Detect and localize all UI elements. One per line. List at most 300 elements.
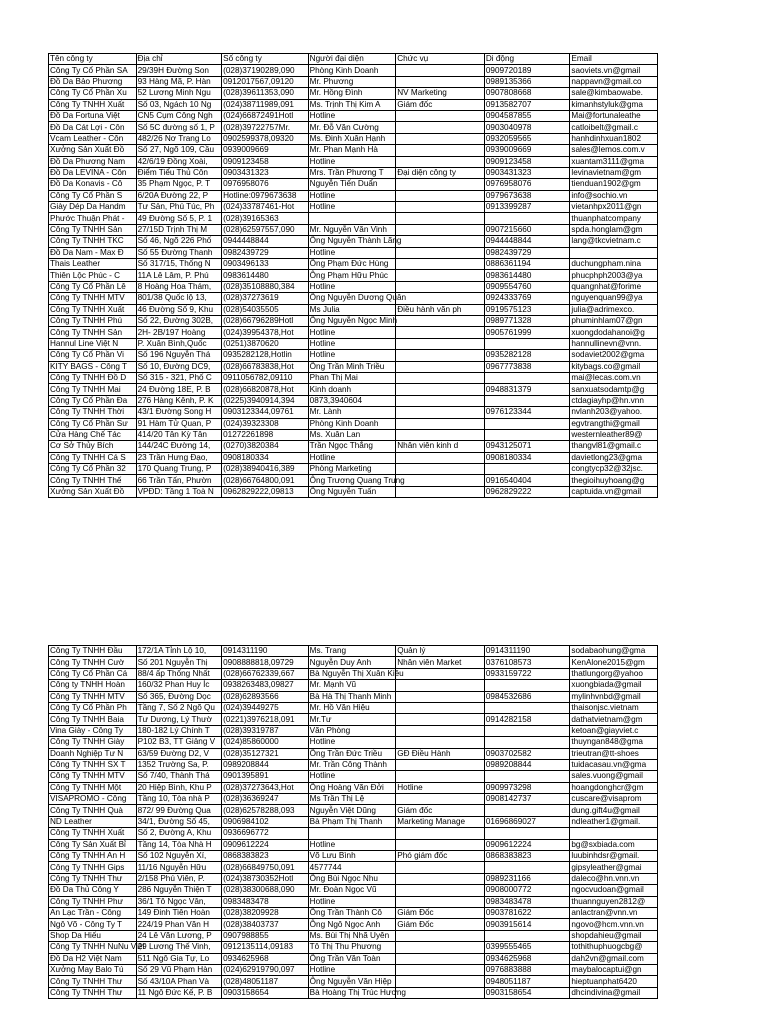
cell-company-phone: (024)39323308	[222, 418, 309, 429]
cell-address: 801/38 Quốc lộ 13,	[136, 293, 222, 304]
cell-representative: Mr.Tư	[308, 714, 396, 725]
table-row	[49, 828, 658, 839]
cell-company-name: Xưởng Sản Xuất Đồ	[49, 145, 137, 156]
cell-address: 35 Phạm Ngọc, P. T	[136, 179, 222, 190]
cell-position	[396, 691, 485, 702]
cell-representative: Phòng Kinh Doanh	[308, 418, 396, 429]
cell-company-name: Công Ty Cổ Phần Sư	[49, 418, 137, 429]
cell-representative: Ms. Đinh Xuân Hạnh	[308, 133, 396, 144]
cell-address: Tư Dương, Lý Thườ	[136, 714, 222, 725]
cell-company-name: Công Ty TNHH MTV	[49, 691, 137, 702]
cell-email: sale@kimbaowabe.	[570, 88, 658, 99]
cell-company-name: Tên công ty	[49, 54, 137, 65]
cell-company-phone: 0868383823	[222, 851, 309, 862]
table-row	[49, 816, 658, 827]
cell-company-name: Công Ty Cổ Phần Đa	[49, 395, 137, 406]
cell-company-name: Đồ Da Nam - Max Đ	[49, 247, 137, 258]
cell-position	[396, 179, 485, 190]
cell-position	[396, 953, 485, 964]
cell-email: mylinhvnbd@gmail	[570, 691, 658, 702]
cell-mobile: 0909720189	[484, 65, 570, 76]
cell-representative: Mr. Mạnh Vũ	[308, 680, 396, 691]
cell-email: vietanhpx2011@gn	[570, 202, 658, 213]
cell-address: P102 B3, TT Giảng V	[136, 737, 222, 748]
cell-email: lang@tkcvietnam.c	[570, 236, 658, 247]
cell-mobile	[484, 828, 570, 839]
cell-company-name: Doanh Nghiệp Tư N	[49, 748, 137, 759]
cell-mobile: 0914311190	[484, 646, 570, 657]
cell-representative: Ông Trần Đức Triều	[308, 748, 396, 759]
cell-mobile: 0904587855	[484, 110, 570, 121]
cell-company-phone: (024)39954378,Hot	[222, 327, 309, 338]
cell-mobile: 0989208844	[484, 759, 570, 770]
cell-address: 224/19 Phan Văn H	[136, 919, 222, 930]
cell-position	[396, 259, 485, 270]
table-row	[49, 691, 658, 702]
cell-position	[396, 759, 485, 770]
cell-position	[396, 429, 485, 440]
cell-representative: Ông Phạm Đức Hùng	[308, 259, 396, 270]
cell-address: Số 317/15, Thống N	[136, 259, 222, 270]
cell-company-name: Công Ty TNHH Thư	[49, 976, 137, 987]
table-row	[49, 737, 658, 748]
cell-email: thuyngan848@gma	[570, 737, 658, 748]
cell-email: ctdagiayhp@hn.vnn	[570, 395, 658, 406]
cell-address: 2/158 Phú Viên, P.	[136, 873, 222, 884]
table-row	[49, 486, 658, 497]
cell-representative: Ms Trần Thị Lệ	[308, 794, 396, 805]
cell-company-name: Ngô Võ - Công Ty T	[49, 919, 137, 930]
table-row	[49, 65, 658, 76]
cell-position	[396, 452, 485, 463]
cell-position	[396, 110, 485, 121]
table-row	[49, 236, 658, 247]
cell-email: thuanphatcompany	[570, 213, 658, 224]
cell-email: mai@lecas.com.vn	[570, 372, 658, 383]
cell-email: kitybags.co@gmail	[570, 361, 658, 372]
cell-address: Số 315 - 321, Phố C	[136, 372, 222, 383]
cell-company-phone: (024)38711989,091	[222, 99, 309, 110]
cell-address: 180-182 Lý Chính T	[136, 725, 222, 736]
cell-position: Điều hành văn ph	[396, 304, 485, 315]
cell-email: bg@sxbiada.com	[570, 839, 658, 850]
cell-company-phone: (028)37273619	[222, 293, 309, 304]
cell-email: gipsyleather@gmai	[570, 862, 658, 873]
cell-company-name: Công Ty TNHH Sản	[49, 224, 137, 235]
cell-address: 511 Ngô Gia Tự, Lo	[136, 953, 222, 964]
cell-address: 149 Đinh Tiên Hoàn	[136, 907, 222, 918]
table-row	[49, 213, 658, 224]
table-row	[49, 145, 658, 156]
cell-position	[396, 828, 485, 839]
cell-company-name: Công Ty TNHH Thư	[49, 873, 137, 884]
cell-company-phone: 0901395891	[222, 771, 309, 782]
cell-company-phone: (028)39611353,090	[222, 88, 309, 99]
cell-mobile: 0967773838	[484, 361, 570, 372]
cell-company-name: Công Ty TNHH Thế	[49, 475, 137, 486]
cell-position	[396, 213, 485, 224]
cell-company-phone: (024)85860000	[222, 737, 309, 748]
table-row	[49, 782, 658, 793]
cell-company-phone: (0251)3870620	[222, 338, 309, 349]
cell-email: thangvl81@gmail.c	[570, 441, 658, 452]
contact-table-top-body	[49, 54, 658, 498]
cell-email: anlactran@vnn.vn	[570, 907, 658, 918]
cell-company-name: Công Ty TNHH Cá S	[49, 452, 137, 463]
cell-company-name: Công Ty TNHH NuNu Việt	[50, 942, 145, 952]
cell-company-name: Shop Da Hiếu	[49, 930, 137, 941]
cell-company-name: An Lạc Trần - Công	[49, 907, 137, 918]
cell-address: 88/4 ấp Thống Nhất	[136, 668, 222, 679]
cell-company-phone: 0934625968	[222, 953, 309, 964]
cell-representative: 0873,3940604	[308, 395, 396, 406]
cell-position	[396, 236, 485, 247]
cell-mobile: 0905761999	[484, 327, 570, 338]
cell-company-name: Công Ty TNHH MTV	[49, 293, 137, 304]
cell-position	[396, 964, 485, 975]
table-row	[49, 680, 658, 691]
cell-company-name: Giày Dép Da Handm	[49, 202, 137, 213]
table-row	[49, 190, 658, 201]
cell-representative: Ông Ngô Ngọc Anh	[308, 919, 396, 930]
table-row	[49, 930, 658, 941]
cell-address: 29/39H Đường Son	[136, 65, 222, 76]
cell-email: nvlanh203@yahoo.	[570, 407, 658, 418]
cell-position	[396, 464, 485, 475]
table-row	[49, 805, 658, 816]
cell-email: quangnhat@forime	[570, 281, 658, 292]
cell-mobile	[484, 771, 570, 782]
cell-representative: 4577744	[308, 862, 396, 873]
cell-company-name: Công Ty Cổ Phần Lê	[49, 281, 137, 292]
table-row	[49, 429, 658, 440]
cell-address: 49 Đường Số 5, P. 1	[136, 213, 222, 224]
cell-mobile: 0903158654	[484, 987, 570, 998]
cell-email: dathatvietnam@gm	[570, 714, 658, 725]
cell-representative: Ms. Xuân Lan	[308, 429, 396, 440]
cell-representative: Phòng Kinh Doanh	[308, 65, 396, 76]
cell-company-phone: 0936696772	[222, 828, 309, 839]
cell-address: 160/32 Phan Huy Íc	[136, 680, 222, 691]
table-row	[49, 657, 658, 668]
cell-address: 93 Hàng Mã, P. Hàn	[136, 76, 222, 87]
cell-company-name: Công Ty TNHH MTV	[49, 771, 137, 782]
table-row	[49, 361, 658, 372]
cell-company-name: Công Ty TNHH Quà	[49, 805, 137, 816]
cell-position: Giám Đốc	[396, 907, 485, 918]
table-row	[49, 395, 658, 406]
cell-company-name: Công Ty Cổ Phần 32	[49, 464, 137, 475]
cell-position	[396, 384, 485, 395]
cell-representative: Hotline	[308, 110, 396, 121]
cell-company-phone: 0982439729	[222, 247, 309, 258]
cell-representative: Mr. Nguyễn Văn Vinh	[308, 224, 396, 235]
cell-mobile	[484, 702, 570, 713]
cell-company-name: Công Ty TNHH Baia	[49, 714, 137, 725]
cell-representative: Mrs. Trần Phương T	[308, 167, 396, 178]
table-row	[49, 896, 658, 907]
cell-position	[396, 771, 485, 782]
cell-email: thatlungorg@yahoo	[570, 668, 658, 679]
cell-company-name: Công Ty TNHH Đồ D	[49, 372, 137, 383]
cell-position	[396, 930, 485, 941]
cell-position	[396, 475, 485, 486]
table-row	[49, 156, 658, 167]
cell-company-name: Công Ty TNHH Phư	[49, 896, 137, 907]
cell-mobile: 0916540404	[484, 475, 570, 486]
cell-company-name: Đồ Da Bảo Phương	[49, 76, 137, 87]
cell-company-name: Vcam Leather - Côn	[49, 133, 137, 144]
table-row	[49, 907, 658, 918]
cell-email: ketoan@giayviet.c	[570, 725, 658, 736]
cell-position	[396, 702, 485, 713]
table-row	[49, 110, 658, 121]
cell-representative: Phòng Marketing	[308, 464, 396, 475]
cell-representative	[308, 213, 396, 224]
cell-company-phone: 0938263483,09827	[222, 680, 309, 691]
cell-address: Số 43/10A Phan Và	[136, 976, 222, 987]
cell-company-name: Công Ty TNHH Mai	[49, 384, 137, 395]
cell-address: 91 Hàm Tử Quan, P	[136, 418, 222, 429]
cell-mobile	[484, 213, 570, 224]
cell-position	[396, 247, 485, 258]
cell-email: egvtrangthi@gmail	[570, 418, 658, 429]
table-row	[49, 475, 658, 486]
cell-address: 1352 Trường Sa, P.	[136, 759, 222, 770]
table-row	[49, 942, 658, 953]
table-row	[49, 714, 658, 725]
cell-company-name: Công Ty Sản Xuất Bỉ	[49, 839, 137, 850]
cell-company-name: Công Ty Cổ Phần Vi	[49, 350, 137, 361]
cell-company-phone: (028)35127321	[222, 748, 309, 759]
cell-company-name: Công Ty TNHH Một	[49, 782, 137, 793]
cell-email	[570, 247, 658, 258]
cell-company-phone: (028)36369247	[222, 794, 309, 805]
cell-mobile	[484, 338, 570, 349]
cell-email: hannullinevn@vnn.	[570, 338, 658, 349]
cell-company-name: Vina Giày - Công Ty	[49, 725, 137, 736]
cell-company-name: Hannul Line Việt N	[49, 338, 137, 349]
cell-email: sanxuatsodamtp@g	[570, 384, 658, 395]
cell-representative: Mr. Trần Công Thành	[308, 759, 396, 770]
cell-company-name: Công Ty TNHH Giày	[49, 737, 137, 748]
cell-company-phone: 0906984102	[222, 816, 309, 827]
cell-mobile: 0979673638	[484, 190, 570, 201]
table-row	[49, 919, 658, 930]
cell-email: tothithuphuogcbg@	[570, 942, 658, 953]
cell-email: Email	[570, 54, 658, 65]
cell-representative: Mr. Phan Mạnh Hà	[308, 145, 396, 156]
cell-email: spda.honglam@gm	[570, 224, 658, 235]
table-row	[49, 702, 658, 713]
cell-company-phone: (024)39449275	[222, 702, 309, 713]
cell-mobile: 0908180334	[484, 452, 570, 463]
cell-address: 2H- 2B/197 Hoàng	[136, 327, 222, 338]
cell-address: 23 Trần Hưng Đạo,	[136, 452, 222, 463]
cell-email: tuidacasau.vn@gma	[570, 759, 658, 770]
cell-address: Số 196 Nguyễn Thá	[136, 350, 222, 361]
cell-representative: Mr. Lành	[308, 407, 396, 418]
cell-company-phone: (024)62919790,097	[222, 964, 309, 975]
cell-mobile	[484, 418, 570, 429]
cell-company-name: Đồ Da Fortuna Việt	[49, 110, 137, 121]
cell-company-phone: (028)66796289Hotl	[222, 315, 309, 326]
table-row	[49, 122, 658, 133]
cell-mobile: 0903781622	[484, 907, 570, 918]
cell-email: hoangdonghcr@gm	[570, 782, 658, 793]
cell-company-phone: (028)38940416,389	[222, 464, 309, 475]
cell-mobile: 0909123458	[484, 156, 570, 167]
cell-address: 11/16 Nguyễn Hữu	[136, 862, 222, 873]
cell-representative: Ông Nguyễn Dương Quân	[309, 293, 407, 303]
cell-company-name: Xưởng Sản Xuất Đồ	[49, 486, 137, 497]
table-row	[49, 794, 658, 805]
cell-address: 170 Quang Trung, P	[136, 464, 222, 475]
cell-representative: Mr. Đoàn Ngọc Vũ	[308, 885, 396, 896]
cell-company-name: Công Ty TNHH TKC	[49, 236, 137, 247]
cell-address: 144/24C Đường 14,	[136, 441, 222, 452]
cell-company-phone: (028)66764800,091	[222, 475, 309, 486]
cell-mobile	[484, 372, 570, 383]
cell-position	[396, 156, 485, 167]
cell-email: sales@lemos.com.v	[570, 145, 658, 156]
cell-position	[396, 418, 485, 429]
cell-representative: Mr. Đỗ Văn Cường	[308, 122, 396, 133]
cell-company-name: Đồ Da Phương Nam	[49, 156, 137, 167]
table-row	[49, 179, 658, 190]
cell-address: 29 Lương Thế Vinh,	[136, 942, 222, 953]
cell-address: 43/1 Đường Song H	[136, 407, 222, 418]
cell-representative: Ông Hoàng Văn Đởi	[308, 782, 396, 793]
cell-email: sales.vuong@gmail	[570, 771, 658, 782]
cell-company-name: Công Ty TNHH Đầu	[49, 646, 137, 657]
cell-company-name: ND Leather	[49, 816, 137, 827]
cell-company-name: Đồ Da Thủ Công Y	[49, 885, 137, 896]
cell-mobile: 0933159722	[484, 668, 570, 679]
cell-representative: Hotline	[308, 771, 396, 782]
cell-position	[396, 680, 485, 691]
cell-position	[396, 133, 485, 144]
cell-mobile: 0989135366	[484, 76, 570, 87]
table-row	[49, 167, 658, 178]
header-row	[49, 54, 658, 65]
cell-address: CN5 Cụm Công Ngh	[136, 110, 222, 121]
cell-position	[396, 794, 485, 805]
cell-position: GĐ Điều Hành	[396, 748, 485, 759]
table-row	[49, 224, 658, 235]
cell-address: Số 03, Ngách 10 Ng	[136, 99, 222, 110]
cell-representative: Kinh doanh	[308, 384, 396, 395]
cell-mobile: 0934625968	[484, 953, 570, 964]
cell-position: Chức vụ	[396, 54, 485, 65]
table-row	[49, 953, 658, 964]
table-row	[49, 839, 658, 850]
cell-company-phone: 0903496133	[222, 259, 309, 270]
cell-address: 24 Lê Văn Lương, P	[136, 930, 222, 941]
cell-company-name: Cơ Sở Thủy Bích	[49, 441, 137, 452]
cell-mobile: 01696869027	[484, 816, 570, 827]
cell-company-name: Công Ty Cổ Phần Ph	[49, 702, 137, 713]
cell-position	[396, 202, 485, 213]
cell-company-phone: (0270)3820384	[222, 441, 309, 452]
table-row	[49, 133, 658, 144]
cell-email: dhcindivina@gmail	[570, 987, 658, 998]
cell-position	[396, 327, 485, 338]
cell-representative: Nguyễn Việt Dũng	[308, 805, 396, 816]
table-row	[49, 293, 658, 304]
cell-position	[396, 395, 485, 406]
table-row	[49, 99, 658, 110]
cell-address: 8 Hoàng Hoa Thám,	[136, 281, 222, 292]
cell-company-name: Công Ty Cổ Phần Cá	[49, 668, 137, 679]
cell-email: phucphph2003@ya	[570, 270, 658, 281]
table-row	[49, 418, 658, 429]
cell-company-phone: (028)35108880,384	[222, 281, 309, 292]
cell-representative: Ms. Trang	[308, 646, 396, 657]
cell-company-name: KITY BAGS - Công T	[49, 361, 137, 372]
cell-mobile	[484, 862, 570, 873]
cell-mobile	[484, 464, 570, 475]
cell-mobile: 0913582707	[484, 99, 570, 110]
cell-representative: Hotline	[308, 839, 396, 850]
cell-position	[396, 725, 485, 736]
cell-email: westernleather89@	[570, 429, 658, 440]
cell-company-name: Xưởng May Balo Tú	[49, 964, 137, 975]
cell-position	[396, 361, 485, 372]
cell-company-name: Công Ty TNHH Cườ	[49, 657, 137, 668]
cell-address: Tư Sản, Phú Túc, Ph	[136, 202, 222, 213]
cell-email: saoviets.vn@gmail	[570, 65, 658, 76]
cell-address: 276 Hàng Kênh, P. K	[136, 395, 222, 406]
cell-representative: Bà Nguyễn Thị Xuân Kiều	[309, 668, 404, 678]
cell-mobile: 0948051187	[484, 976, 570, 987]
cell-mobile: 0914282158	[484, 714, 570, 725]
cell-email: Mai@fortunaleathe	[570, 110, 658, 121]
cell-representative: Hotline	[308, 896, 396, 907]
cell-position	[396, 281, 485, 292]
cell-position	[396, 942, 485, 953]
cell-company-name: Đồ Da Cát Lợi - Côn	[49, 122, 137, 133]
cell-mobile: 0908142737	[484, 794, 570, 805]
cell-address: 286 Nguyễn Thiện T	[136, 885, 222, 896]
cell-company-phone: 0908888818,09729	[222, 657, 309, 668]
cell-company-name: VISAPROMO - Công	[49, 794, 137, 805]
cell-address: P. Xuân Bình,Quốc	[136, 338, 222, 349]
table-row	[49, 202, 658, 213]
cell-mobile	[484, 680, 570, 691]
cell-mobile: 0983483478	[484, 896, 570, 907]
cell-company-phone: (0225)3940914,394	[222, 395, 309, 406]
cell-email	[570, 828, 658, 839]
cell-company-name: Phước Thuận Phát -	[49, 213, 137, 224]
cell-company-name: Công Ty TNHH Thư	[49, 987, 137, 998]
cell-position	[396, 486, 485, 497]
cell-mobile: 0939009669	[484, 145, 570, 156]
cell-company-phone: (028)38300688,090	[222, 885, 309, 896]
cell-company-phone: (028)38403737	[222, 919, 309, 930]
cell-position	[396, 338, 485, 349]
cell-company-phone: 0907988855	[222, 930, 309, 941]
cell-position	[396, 668, 485, 679]
cell-position: Nhân viên Market	[396, 657, 485, 668]
cell-address: 11 Ngô Đức Kế, P. B	[136, 987, 222, 998]
cell-company-name: Đồ Da Konavis - Cô	[49, 179, 137, 190]
cell-email: nappavn@gmail.co	[570, 76, 658, 87]
cell-company-phone: 0912017567,09120	[222, 76, 309, 87]
cell-company-phone: 0908180334	[222, 452, 309, 463]
cell-address: 27/15D Trịnh Thị M	[136, 224, 222, 235]
cell-position: Giám đốc	[396, 805, 485, 816]
